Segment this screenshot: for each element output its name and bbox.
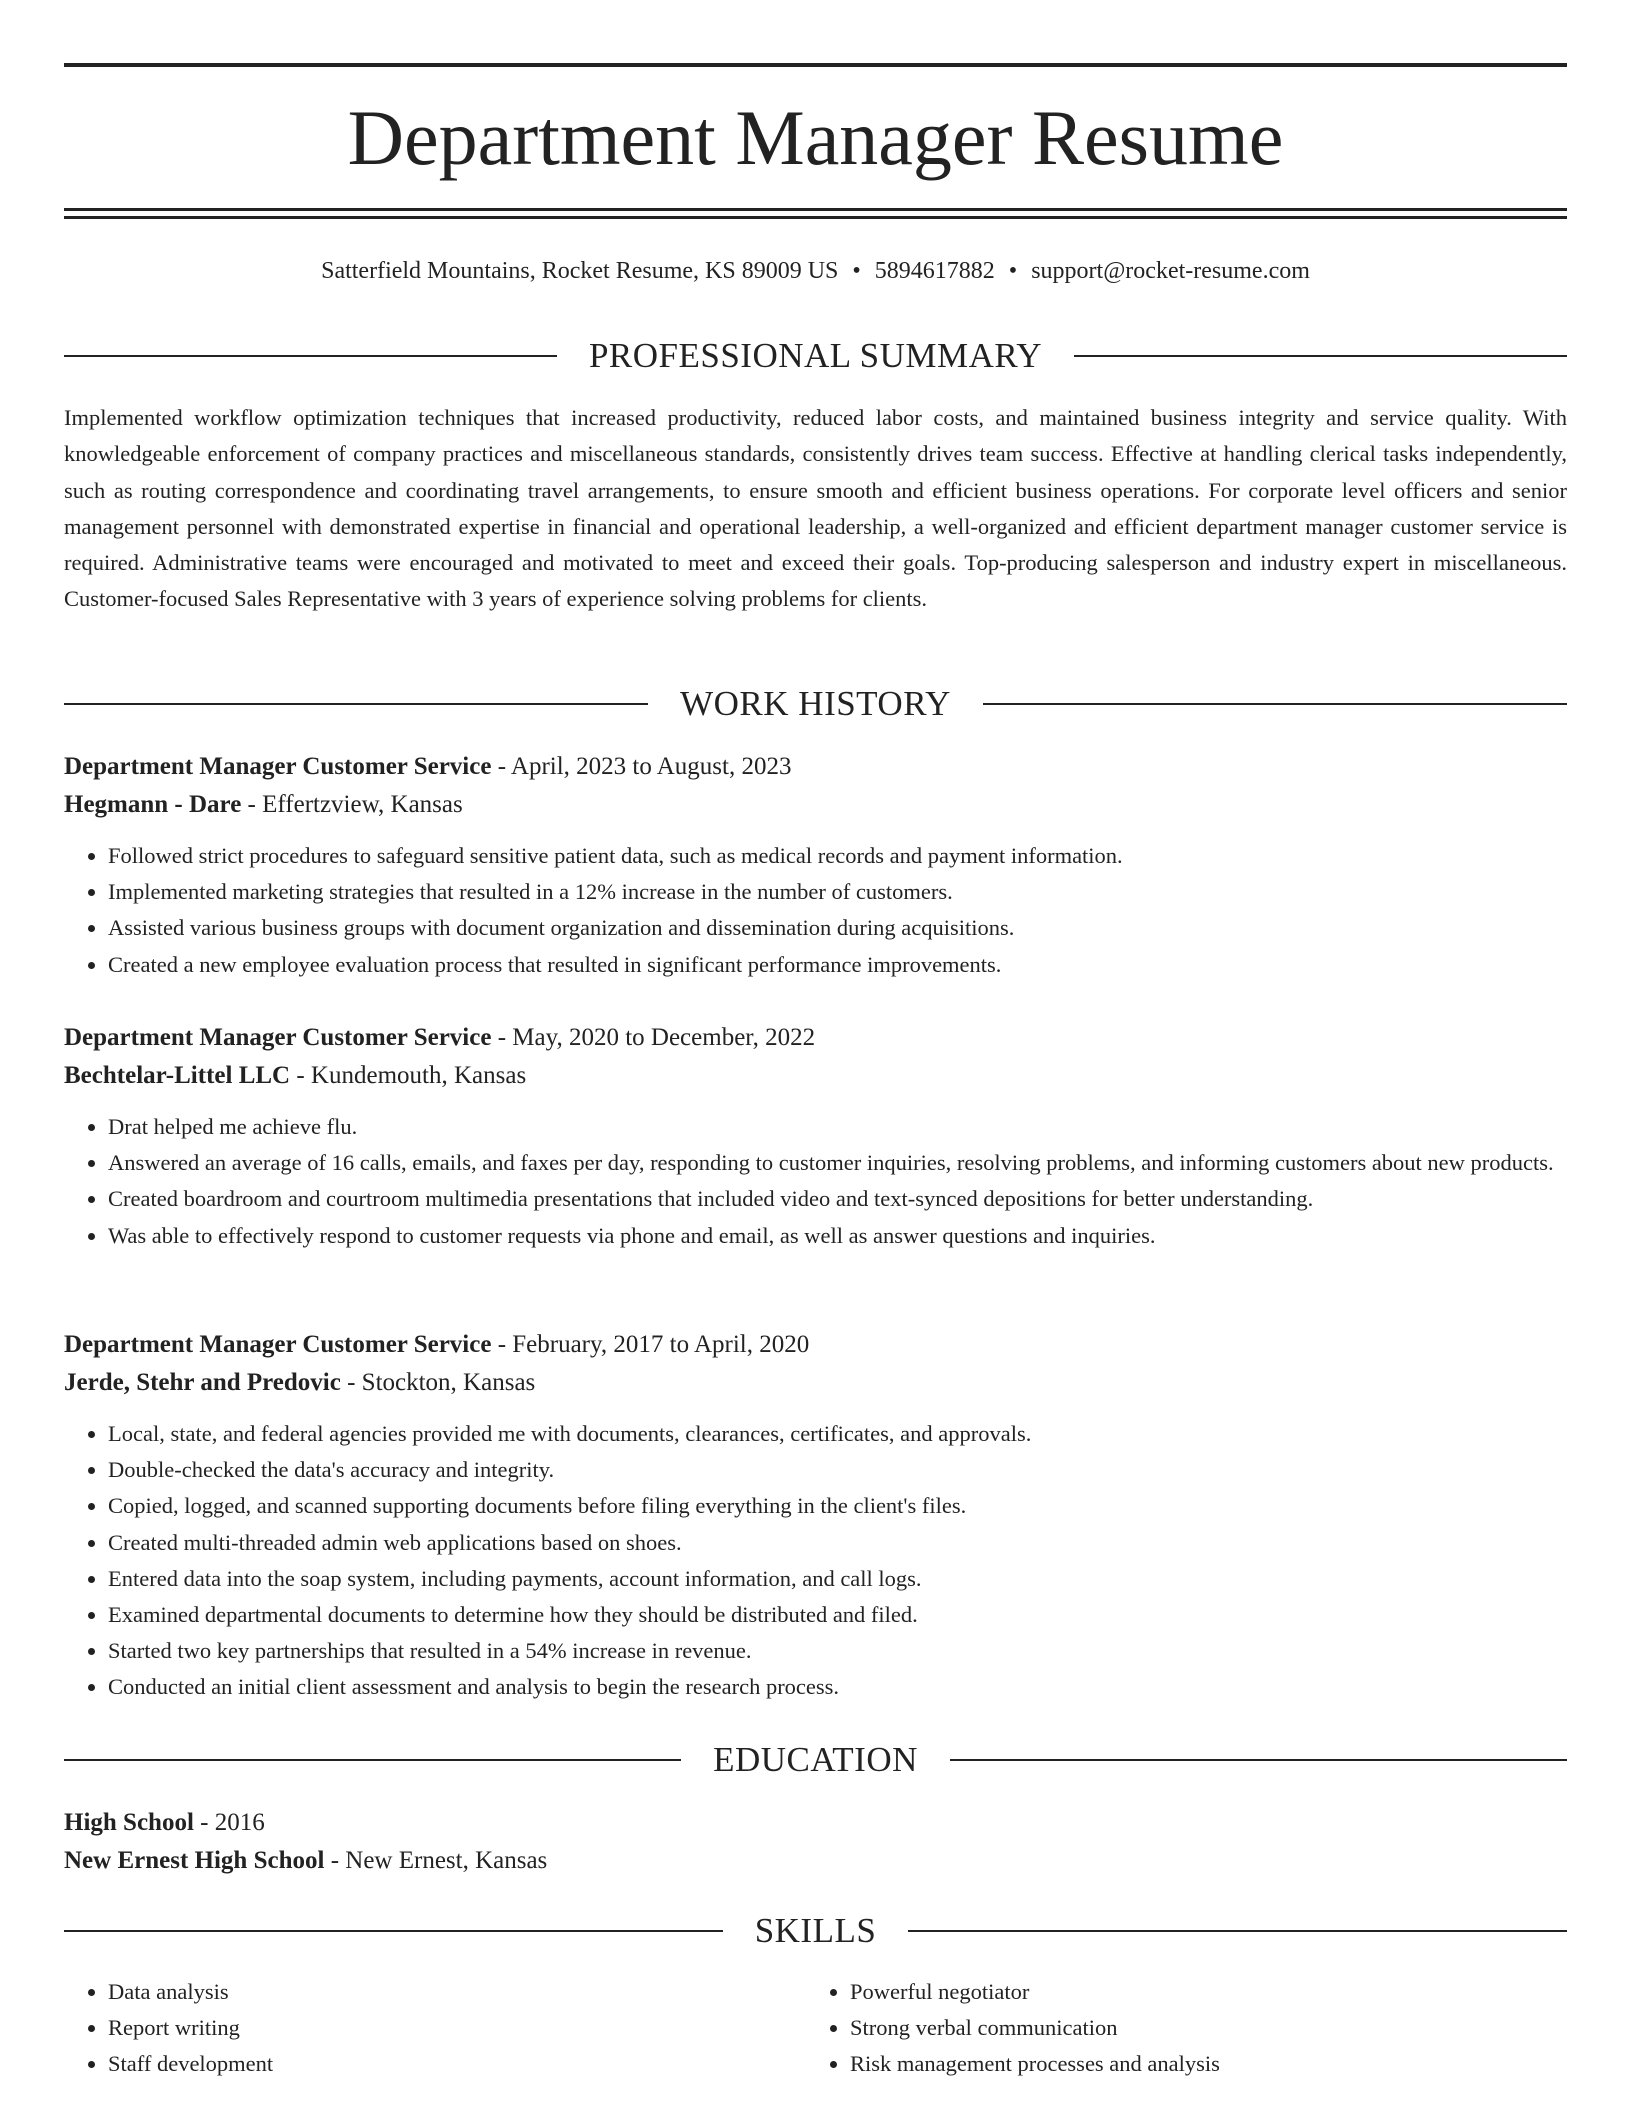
education-year: - 2016 [193, 1809, 265, 1836]
list-item: • Conducted an initial client assessment and analysis to begin the research process. [108, 1669, 1567, 1705]
section-title: SKILLS [754, 1911, 877, 1950]
section-header-education [64, 1738, 1567, 1782]
contact-separator: • [1008, 258, 1018, 284]
list-item: • Followed strict procedures to safeguard sensitive patient data, such as medical records and payment information. [108, 838, 1567, 874]
skill-item: • Strong verbal communication [850, 2010, 1548, 2046]
job-bullets [64, 1416, 1567, 1706]
skill-item: • Data analysis [108, 1974, 806, 2010]
divider [64, 355, 557, 357]
contact-line [64, 253, 1567, 289]
contact-address: Satterfield Mountains, Rocket Resume, KS 89009 US [321, 258, 839, 284]
job-title-line [64, 1326, 1567, 1364]
job-company: Bechtelar-Littel LLC [64, 1062, 291, 1089]
education-school: New Ernest High School [64, 1847, 325, 1874]
top-rule [64, 63, 1567, 67]
section-title: WORK HISTORY [680, 684, 951, 723]
divider [64, 1930, 723, 1932]
section-header-work [64, 682, 1567, 726]
divider [64, 703, 648, 705]
list-item: • Answered an average of 16 calls, emails, and faxes per day, responding to customer inquiries, resolving problems, and informing customers about new products. [108, 1145, 1567, 1181]
divider [983, 703, 1567, 705]
list-item: • Local, state, and federal agencies provided me with documents, clearances, certificates, and approvals. [108, 1416, 1567, 1452]
page-title: Department Manager Resume [347, 94, 1284, 181]
divider [64, 1759, 681, 1761]
list-item: • Implemented marketing strategies that resulted in a 12% increase in the number of customers. [108, 874, 1567, 910]
job-company: Jerde, Stehr and Predovic [64, 1369, 341, 1396]
skill-item: • Powerful negotiator [850, 1974, 1548, 2010]
list-item: • Drat helped me achieve flu. [108, 1109, 1567, 1145]
list-item: • Assisted various business groups with document organization and dissemination during acquisitions. [108, 910, 1567, 946]
job-dates: - April, 2023 to August, 2023 [491, 753, 792, 780]
contact-email: support@rocket-resume.com [1031, 258, 1310, 284]
title-rule-upper [64, 208, 1567, 211]
list-item: • Examined departmental documents to determine how they should be distributed and filed. [108, 1597, 1567, 1633]
summary-text: Implemented workflow optimization techniques that increased productivity, reduced labor costs, and maintained business integrity and service quality. With knowledgeable enforcement of company practices and miscellaneous standards, consistently drives team success. Effective at handling clerical tasks independently, such as routing correspondence and coordinating travel arrangements, to ensure smooth and efficient business operations. For corporate level officers and senior management personnel with demonstrated expertise in financial and operational leadership, a well-organized and efficient department manager customer service is required. Administrative teams were encouraged and motivated to meet and exceed their goals. Top-producing salesperson and industry expert in miscellaneous. Customer-focused Sales Representative with 3 years of experience solving problems for clients. [64, 405, 1567, 612]
skills-list [64, 1974, 1567, 2083]
divider [908, 1930, 1567, 1932]
section-header-skills [64, 1909, 1567, 1953]
job-location: - Effertzview, Kansas [241, 791, 463, 818]
job-entry [64, 748, 1567, 983]
education-degree-line [64, 1804, 1567, 1842]
skill-item: • Staff development [108, 2046, 806, 2082]
skills-column-left [64, 1974, 806, 2083]
job-title-line [64, 748, 1567, 786]
education-location: - New Ernest, Kansas [324, 1847, 548, 1874]
job-title: Department Manager Customer Service [64, 1331, 492, 1358]
divider [950, 1759, 1567, 1761]
title-rule-lower [64, 216, 1567, 219]
education-degree: High School [64, 1809, 194, 1836]
job-company-line [64, 786, 1567, 824]
job-bullets [64, 1109, 1567, 1254]
contact-phone: 5894617882 [874, 258, 995, 284]
job-dates: - May, 2020 to December, 2022 [491, 1024, 816, 1051]
section-header-summary [64, 334, 1567, 378]
job-title: Department Manager Customer Service [64, 753, 492, 780]
list-item: • Started two key partnerships that resulted in a 54% increase in revenue. [108, 1633, 1567, 1669]
job-company: Hegmann - Dare [64, 791, 242, 818]
list-item: • Was able to effectively respond to customer requests via phone and email, as well as answer questions and inquiries. [108, 1218, 1567, 1254]
job-title: Department Manager Customer Service [64, 1024, 492, 1051]
education-school-line [64, 1842, 1567, 1880]
contact-separator: • [852, 258, 861, 284]
list-item: • Entered data into the soap system, including payments, account information, and call logs. [108, 1561, 1567, 1597]
job-title-line [64, 1019, 1567, 1057]
list-item: • Copied, logged, and scanned supporting documents before filing everything in the client's files. [108, 1488, 1567, 1524]
job-company-line [64, 1057, 1567, 1095]
job-location: - Stockton, Kansas [340, 1369, 536, 1396]
list-item: • Created boardroom and courtroom multimedia presentations that included video and text-synced depositions for better understanding. [108, 1181, 1567, 1217]
skills-column-right [806, 1974, 1548, 2083]
job-entry [64, 1326, 1567, 1706]
job-company-line [64, 1364, 1567, 1402]
list-item: • Created a new employee evaluation process that resulted in significant performance improvements. [108, 947, 1567, 983]
list-item: • Double-checked the data's accuracy and integrity. [108, 1452, 1567, 1488]
divider [1074, 355, 1567, 357]
skill-item: • Risk management processes and analysis [850, 2046, 1548, 2082]
job-bullets [64, 838, 1567, 983]
job-dates: - February, 2017 to April, 2020 [491, 1331, 810, 1358]
job-entry [64, 1019, 1567, 1254]
education-entry [64, 1804, 1567, 1880]
list-item: • Created multi-threaded admin web applications based on shoes. [108, 1525, 1567, 1561]
section-title: EDUCATION [713, 1740, 918, 1779]
section-title: PROFESSIONAL SUMMARY [588, 336, 1043, 375]
skill-item: • Report writing [108, 2010, 806, 2046]
job-location: - Kundemouth, Kansas [290, 1062, 527, 1089]
